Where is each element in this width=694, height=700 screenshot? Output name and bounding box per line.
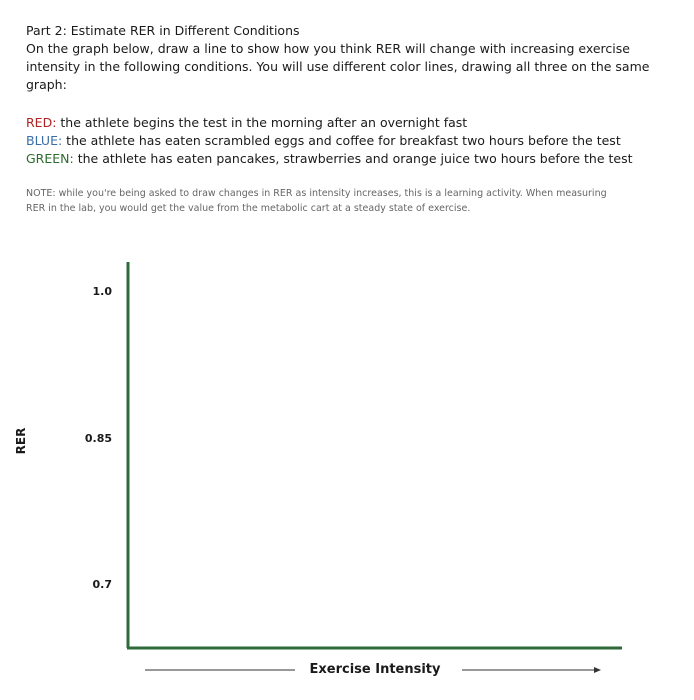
condition-green-label: GREEN: [26, 151, 74, 166]
condition-blue-label: BLUE: [26, 133, 63, 148]
instructions-paragraph: On the graph below, draw a line to show how you think RER will change with increasing exercise intensity in the following conditions. You will use different color lines, drawing all three on the same graph: [26, 41, 650, 92]
x-arrow-head-icon [594, 667, 601, 673]
note-text: NOTE: while you're being asked to draw changes in RER as intensity increases, this is a learning activity. When measuring RER in the lab, you would get the value from the metabolic cart at a steady state of exercise. [26, 188, 607, 214]
y-tick-label-0-7: 0.7 [92, 578, 112, 591]
x-axis-label: Exercise Intensity [309, 662, 441, 677]
y-tick-label-1-0: 1.0 [92, 285, 112, 298]
condition-red-text: the athlete begins the test in the morning after an overnight fast [60, 115, 468, 130]
y-axis-label: RER [14, 427, 28, 455]
condition-green-text: the athlete has eaten pancakes, strawberries and orange juice two hours before the test [77, 151, 633, 166]
y-tick-label-0-85: 0.85 [84, 432, 112, 445]
condition-blue-text: the athlete has eaten scrambled eggs and coffee for breakfast two hours before the test [66, 133, 621, 148]
part-heading: Part 2: Estimate RER in Different Conditions [26, 23, 300, 38]
condition-red-label: RED: [26, 115, 57, 130]
